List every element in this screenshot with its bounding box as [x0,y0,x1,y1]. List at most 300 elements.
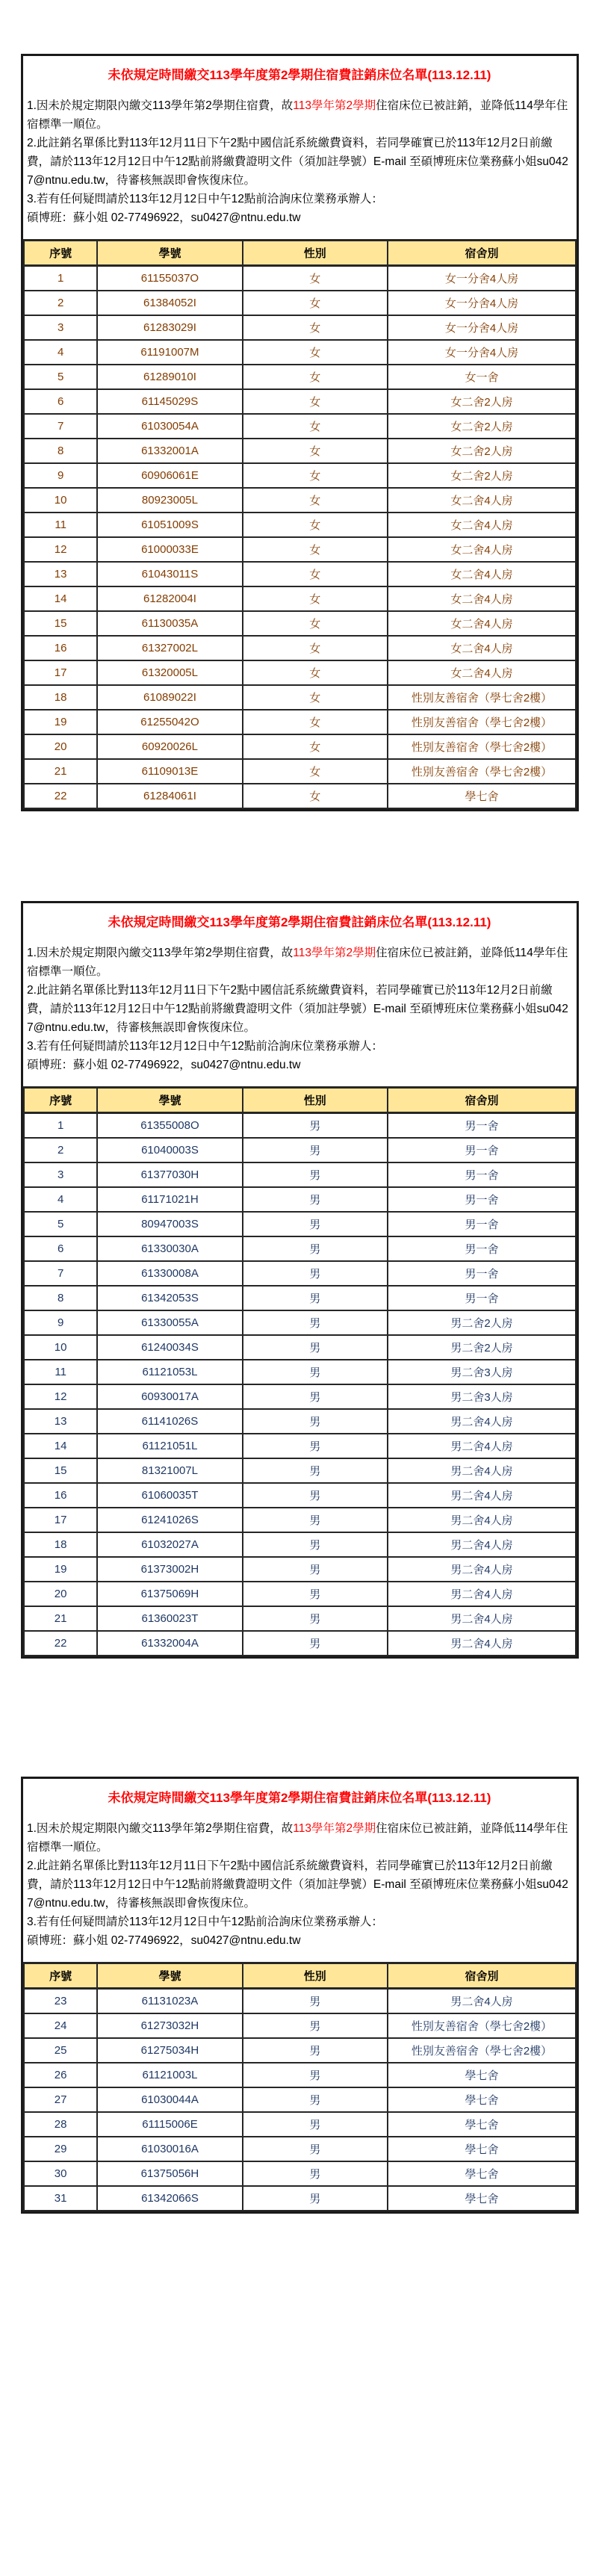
cell-gender: 男 [243,1261,388,1286]
cell-student-id: 60930017A [97,1384,242,1409]
table-header-row [24,1088,576,1113]
cell-serial: 24 [24,2013,97,2038]
column-header-gender: 性別 [243,241,388,266]
column-header-student-id: 學號 [97,241,242,266]
cell-dorm: 女一分舍4人房 [388,340,576,365]
cell-student-id: 61282004I [97,586,242,611]
column-header-dorm: 宿舍別 [388,241,576,266]
table-row [24,1212,576,1236]
table-row [24,2137,576,2161]
cell-serial: 19 [24,1557,97,1582]
cell-serial: 8 [24,439,97,463]
cell-dorm: 男二舍3人房 [388,1384,576,1409]
cell-student-id: 61130035A [97,611,242,636]
cell-serial: 8 [24,1286,97,1310]
cell-gender: 女 [243,488,388,513]
cell-serial: 28 [24,2112,97,2137]
cell-dorm: 男二舍4人房 [388,1458,576,1483]
table-row [24,463,576,488]
cell-serial: 5 [24,1212,97,1236]
cell-student-id: 81321007L [97,1458,242,1483]
cell-student-id: 61375056H [97,2161,242,2186]
cell-serial: 16 [24,1483,97,1508]
cell-dorm: 學七舍 [388,2161,576,2186]
cell-serial: 27 [24,2087,97,2112]
cell-gender: 男 [243,1434,388,1458]
cell-serial: 15 [24,611,97,636]
cell-serial: 25 [24,2038,97,2063]
cell-gender: 男 [243,2112,388,2137]
table-row [24,611,576,636]
cell-student-id: 61121051L [97,1434,242,1458]
table-row [24,1631,576,1656]
column-header-student-id: 學號 [97,1963,242,1989]
cell-student-id: 61240034S [97,1335,242,1360]
cell-dorm: 男二舍2人房 [388,1335,576,1360]
cell-student-id: 61330055A [97,1310,242,1335]
notice-title: 未依規定時間繳交113學年度第2學期住宿費註銷床位名單(113.12.11) [108,1791,491,1805]
table-row [24,2112,576,2137]
cell-gender: 男 [243,2063,388,2087]
cell-student-id: 61355008O [97,1113,242,1139]
cell-student-id: 61121003L [97,2063,242,2087]
cell-dorm: 學七舍 [388,2087,576,2112]
cell-gender: 男 [243,1458,388,1483]
cell-gender: 女 [243,340,388,365]
cell-dorm: 女一分舍4人房 [388,315,576,340]
cell-student-id: 61051009S [97,513,242,537]
cell-serial: 30 [24,2161,97,2186]
cell-gender: 女 [243,463,388,488]
note-3: 3.若有任何疑問請於113年12月12日中午12點前洽詢床位業務承辦人： [27,193,383,205]
cancellation-table-male-1 [23,1086,577,1656]
cell-student-id: 61145029S [97,389,242,414]
cell-gender: 女 [243,266,388,291]
cell-dorm: 女二舍4人房 [388,586,576,611]
table-row [24,1989,576,2014]
table-row [24,340,576,365]
cell-student-id: 80923005L [97,488,242,513]
cell-serial: 19 [24,710,97,734]
cell-student-id: 61109013E [97,759,242,784]
column-header-dorm: 宿舍別 [388,1088,576,1113]
cell-gender: 男 [243,1582,388,1606]
notice-block-male-2 [21,1777,579,2214]
cell-gender: 男 [243,1409,388,1434]
cell-serial: 11 [24,513,97,537]
cell-student-id: 61060035T [97,1483,242,1508]
cell-student-id: 61360023T [97,1606,242,1631]
cell-serial: 4 [24,1187,97,1212]
cell-dorm: 男一舍 [388,1286,576,1310]
cell-serial: 16 [24,636,97,660]
cell-dorm: 女二舍4人房 [388,488,576,513]
cell-gender: 女 [243,784,388,808]
notice-text-area [23,56,577,239]
cell-student-id: 61040003S [97,1138,242,1162]
cell-serial: 22 [24,784,97,808]
cell-gender: 女 [243,611,388,636]
cell-gender: 男 [243,1286,388,1310]
cell-student-id: 61273032H [97,2013,242,2038]
cell-dorm: 男一舍 [388,1162,576,1187]
notice-block-female [21,54,579,811]
column-header-serial: 序號 [24,1088,97,1113]
cell-student-id: 60906061E [97,463,242,488]
cell-gender: 女 [243,685,388,710]
cell-gender: 男 [243,1631,388,1656]
note-1-highlight: 113學年第2學期 [293,947,376,959]
cell-gender: 男 [243,1212,388,1236]
note-1 [27,944,572,981]
table-row [24,389,576,414]
cell-dorm: 男一舍 [388,1236,576,1261]
cell-gender: 女 [243,586,388,611]
table-row [24,784,576,808]
cell-serial: 12 [24,1384,97,1409]
note-1-suffix: 住宿床位已被註銷，並降低114學年住宿標準一順位。 [27,947,568,978]
cell-dorm: 男二舍4人房 [388,1409,576,1434]
cell-student-id: 61030054A [97,414,242,439]
cell-student-id: 61283029I [97,315,242,340]
cell-serial: 15 [24,1458,97,1483]
note-3: 3.若有任何疑問請於113年12月12日中午12點前洽詢床位業務承辦人： [27,1916,383,1928]
bottom-whitespace [0,2214,593,2572]
table-row [24,660,576,685]
cell-gender: 男 [243,1335,388,1360]
cell-dorm: 女二舍2人房 [388,389,576,414]
cell-serial: 3 [24,1162,97,1187]
cell-gender: 女 [243,759,388,784]
cell-student-id: 61342053S [97,1286,242,1310]
note-1-prefix: 1.因未於規定期限內繳交113學年第2學期住宿費，故 [27,1822,294,1835]
cell-serial: 7 [24,1261,97,1286]
cell-dorm: 男二舍2人房 [388,1310,576,1335]
table-row [24,1360,576,1384]
cell-dorm: 女二舍4人房 [388,513,576,537]
cell-gender: 女 [243,710,388,734]
cell-student-id: 61332001A [97,439,242,463]
table-row [24,2186,576,2211]
note-1-highlight: 113學年第2學期 [293,1822,376,1835]
cell-serial: 17 [24,660,97,685]
cell-serial: 7 [24,414,97,439]
table-row [24,1261,576,1286]
column-header-gender: 性別 [243,1963,388,1989]
table-row [24,1582,576,1606]
cell-student-id: 61131023A [97,1989,242,2014]
cell-student-id: 61000033E [97,537,242,562]
cell-serial: 22 [24,1631,97,1656]
cell-serial: 21 [24,1606,97,1631]
cell-dorm: 女二舍4人房 [388,611,576,636]
note-2: 2.此註銷名單係比對113年12月11日下午2點中國信託系統繳費資料，若同學確實已於113年12月2日前繳費，請於113年12月12日中午12點前將繳費證明文件（須加註學號）E-mail 至碩博班床位業務蘇小姐su0427@ntnu.edu.tw，待審核無誤即會恢復床位。 [27,1860,568,1910]
table-row [24,1434,576,1458]
cell-dorm: 性別友善宿舍（學七舍2樓） [388,759,576,784]
table-row [24,1409,576,1434]
cell-dorm: 男一舍 [388,1212,576,1236]
cell-gender: 男 [243,1606,388,1631]
cell-student-id: 61330030A [97,1236,242,1261]
cell-dorm: 女二舍4人房 [388,636,576,660]
table-header-row [24,241,576,266]
notice-title: 未依規定時間繳交113學年度第2學期住宿費註銷床位名單(113.12.11) [108,68,491,82]
cell-dorm: 男二舍4人房 [388,1631,576,1656]
table-row [24,2063,576,2087]
cell-serial: 2 [24,291,97,315]
cell-gender: 男 [243,1187,388,1212]
cell-gender: 女 [243,414,388,439]
cell-dorm: 女二舍4人房 [388,537,576,562]
cell-gender: 男 [243,1532,388,1557]
note-1-prefix: 1.因未於規定期限內繳交113學年第2學期住宿費，故 [27,947,294,959]
cell-student-id: 61030016A [97,2137,242,2161]
table-row [24,439,576,463]
cell-gender: 男 [243,1508,388,1532]
table-row [24,1606,576,1631]
column-header-serial: 序號 [24,241,97,266]
cell-student-id: 61241026S [97,1508,242,1532]
cell-dorm: 男一舍 [388,1261,576,1286]
table-row [24,685,576,710]
cell-gender: 女 [243,660,388,685]
cell-student-id: 61375069H [97,1582,242,1606]
table-row [24,2038,576,2063]
table-header-row [24,1963,576,1989]
cell-dorm: 男二舍3人房 [388,1360,576,1384]
table-row [24,734,576,759]
cell-gender: 男 [243,1557,388,1582]
cell-student-id: 61171021H [97,1187,242,1212]
cell-student-id: 61275034H [97,2038,242,2063]
cell-student-id: 61384052I [97,291,242,315]
cell-serial: 10 [24,488,97,513]
note-4-contact: 碩博班：蘇小姐 02-77496922，su0427@ntnu.edu.tw [27,1059,301,1071]
cell-dorm: 性別友善宿舍（學七舍2樓） [388,710,576,734]
notice-title: 未依規定時間繳交113學年度第2學期住宿費註銷床位名單(113.12.11) [108,915,491,929]
cell-gender: 男 [243,1483,388,1508]
cell-gender: 男 [243,2087,388,2112]
cell-gender: 女 [243,365,388,389]
note-1 [27,96,572,134]
column-header-gender: 性別 [243,1088,388,1113]
table-row [24,759,576,784]
cell-serial: 6 [24,1236,97,1261]
cell-student-id: 61089022I [97,685,242,710]
table-row [24,1557,576,1582]
cell-gender: 男 [243,1138,388,1162]
cell-serial: 29 [24,2137,97,2161]
cell-dorm: 男二舍4人房 [388,1483,576,1508]
cell-gender: 男 [243,2013,388,2038]
table-row [24,1310,576,1335]
note-1-suffix: 住宿床位已被註銷，並降低114學年住宿標準一順位。 [27,99,568,131]
cell-gender: 女 [243,315,388,340]
cell-serial: 20 [24,734,97,759]
cell-serial: 31 [24,2186,97,2211]
cell-dorm: 男二舍4人房 [388,1606,576,1631]
cell-gender: 男 [243,2186,388,2211]
cell-serial: 26 [24,2063,97,2087]
table-row [24,1483,576,1508]
cell-gender: 女 [243,439,388,463]
cell-student-id: 61342066S [97,2186,242,2211]
cell-gender: 男 [243,1162,388,1187]
cell-dorm: 男一舍 [388,1187,576,1212]
cell-student-id: 80947003S [97,1212,242,1236]
cell-dorm: 女二舍2人房 [388,439,576,463]
cell-dorm: 女一分舍4人房 [388,291,576,315]
cell-serial: 14 [24,1434,97,1458]
cell-gender: 男 [243,2038,388,2063]
cell-student-id: 61191007M [97,340,242,365]
table-row [24,315,576,340]
cell-serial: 13 [24,1409,97,1434]
table-row [24,1236,576,1261]
cell-serial: 9 [24,463,97,488]
cell-gender: 男 [243,1989,388,2014]
note-1-highlight: 113學年第2學期 [293,99,376,112]
cell-gender: 女 [243,734,388,759]
cell-gender: 女 [243,291,388,315]
note-4-contact: 碩博班：蘇小姐 02-77496922，su0427@ntnu.edu.tw [27,1934,301,1947]
cell-dorm: 性別友善宿舍（學七舍2樓） [388,2038,576,2063]
table-row [24,1335,576,1360]
cell-serial: 14 [24,586,97,611]
cell-serial: 21 [24,759,97,784]
cell-dorm: 學七舍 [388,2186,576,2211]
table-row [24,2013,576,2038]
table-row [24,562,576,586]
table-row [24,710,576,734]
cell-serial: 5 [24,365,97,389]
cell-serial: 11 [24,1360,97,1384]
cell-dorm: 男二舍4人房 [388,1532,576,1557]
cell-student-id: 61032027A [97,1532,242,1557]
note-1 [27,1819,572,1857]
table-row [24,1508,576,1532]
cell-serial: 18 [24,1532,97,1557]
cell-serial: 18 [24,685,97,710]
note-3: 3.若有任何疑問請於113年12月12日中午12點前洽詢床位業務承辦人： [27,1040,383,1053]
cell-dorm: 女一舍 [388,365,576,389]
cell-serial: 4 [24,340,97,365]
cell-dorm: 學七舍 [388,2112,576,2137]
table-row [24,537,576,562]
cell-student-id: 61121053L [97,1360,242,1384]
column-header-student-id: 學號 [97,1088,242,1113]
cell-student-id: 60920026L [97,734,242,759]
cell-student-id: 61141026S [97,1409,242,1434]
table-row [24,1458,576,1483]
table-row [24,1384,576,1409]
cell-dorm: 女二舍2人房 [388,414,576,439]
note-1-prefix: 1.因未於規定期限內繳交113學年第2學期住宿費，故 [27,99,294,112]
cell-dorm: 學七舍 [388,784,576,808]
table-row [24,636,576,660]
cell-gender: 男 [243,2137,388,2161]
table-row [24,414,576,439]
cell-dorm: 學七舍 [388,2137,576,2161]
cell-gender: 男 [243,2161,388,2186]
cell-gender: 女 [243,562,388,586]
table-row [24,513,576,537]
column-header-dorm: 宿舍別 [388,1963,576,1989]
column-header-serial: 序號 [24,1963,97,1989]
table-row [24,291,576,315]
cell-student-id: 61327002L [97,636,242,660]
cell-gender: 男 [243,1113,388,1139]
table-row [24,266,576,291]
cell-dorm: 性別友善宿舍（學七舍2樓） [388,685,576,710]
cell-gender: 女 [243,537,388,562]
cell-dorm: 女一分舍4人房 [388,266,576,291]
table-row [24,1162,576,1187]
note-2: 2.此註銷名單係比對113年12月11日下午2點中國信託系統繳費資料，若同學確實已於113年12月2日前繳費，請於113年12月12日中午12點前將繳費證明文件（須加註學號）E-mail 至碩博班床位業務蘇小姐su0427@ntnu.edu.tw，待審核無誤即會恢復床位。 [27,137,568,187]
cell-student-id: 61373002H [97,1557,242,1582]
table-row [24,2161,576,2186]
notice-block-male-1 [21,901,579,1659]
cell-dorm: 男二舍4人房 [388,1508,576,1532]
note-4-contact: 碩博班：蘇小姐 02-77496922，su0427@ntnu.edu.tw [27,211,301,224]
notice-text-area [23,903,577,1086]
cell-dorm: 男二舍4人房 [388,1989,576,2014]
cell-serial: 17 [24,1508,97,1532]
cell-serial: 20 [24,1582,97,1606]
cell-student-id: 61030044A [97,2087,242,2112]
table-row [24,488,576,513]
cell-serial: 10 [24,1335,97,1360]
cell-gender: 男 [243,1360,388,1384]
cell-dorm: 女二舍4人房 [388,660,576,685]
cell-student-id: 61377030H [97,1162,242,1187]
note-2: 2.此註銷名單係比對113年12月11日下午2點中國信託系統繳費資料，若同學確實已於113年12月2日前繳費，請於113年12月12日中午12點前將繳費證明文件（須加註學號）E-mail 至碩博班床位業務蘇小姐su0427@ntnu.edu.tw，待審核無誤即會恢復床位。 [27,984,568,1034]
cell-serial: 1 [24,1113,97,1139]
cell-dorm: 女二舍4人房 [388,562,576,586]
table-row [24,1187,576,1212]
cell-gender: 男 [243,1384,388,1409]
table-row [24,365,576,389]
cell-student-id: 61155037O [97,266,242,291]
cell-dorm: 性別友善宿舍（學七舍2樓） [388,2013,576,2038]
cell-gender: 女 [243,636,388,660]
cell-gender: 女 [243,513,388,537]
cell-dorm: 男一舍 [388,1138,576,1162]
cell-student-id: 61289010I [97,365,242,389]
cell-serial: 2 [24,1138,97,1162]
table-row [24,1138,576,1162]
cell-gender: 男 [243,1236,388,1261]
cell-student-id: 61043011S [97,562,242,586]
cell-serial: 1 [24,266,97,291]
cell-dorm: 男二舍4人房 [388,1557,576,1582]
cell-serial: 3 [24,315,97,340]
cell-student-id: 61332004A [97,1631,242,1656]
cell-serial: 13 [24,562,97,586]
cell-student-id: 61284061I [97,784,242,808]
cell-serial: 9 [24,1310,97,1335]
cell-gender: 男 [243,1310,388,1335]
table-row [24,2087,576,2112]
cell-dorm: 男二舍4人房 [388,1582,576,1606]
note-1-suffix: 住宿床位已被註銷，並降低114學年住宿標準一順位。 [27,1822,568,1854]
notice-text-area [23,1779,577,1962]
cell-student-id: 61115006E [97,2112,242,2137]
cell-dorm: 學七舍 [388,2063,576,2087]
table-row [24,1286,576,1310]
cell-student-id: 61320005L [97,660,242,685]
table-row [24,1532,576,1557]
